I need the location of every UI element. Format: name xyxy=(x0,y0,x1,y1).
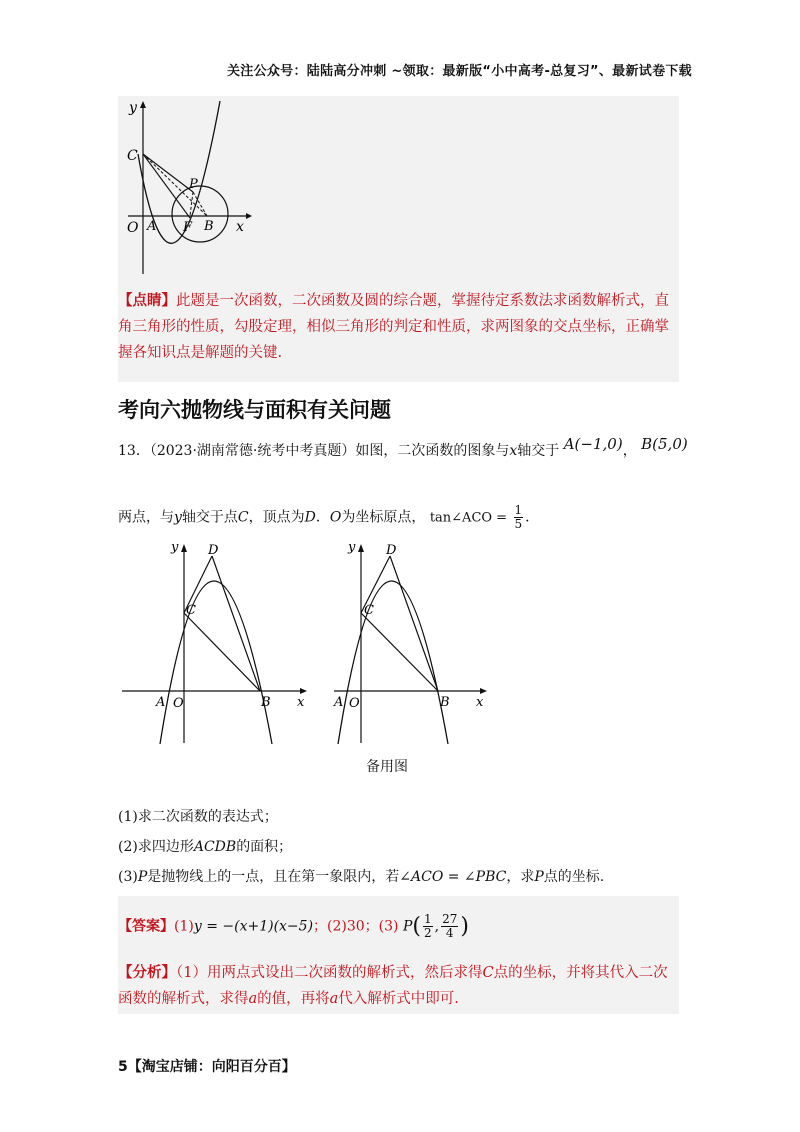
problem-line-2 xyxy=(118,504,539,531)
fraction-y-num: 27 xyxy=(442,912,458,926)
analysis-text: 的值，再将 xyxy=(257,991,330,1007)
answer-fraction-x xyxy=(423,913,433,940)
problem-source: （2023·湖南常德·统考中考真题） xyxy=(149,443,356,459)
label-C: C xyxy=(127,148,138,164)
fraction-x-num: 1 xyxy=(423,912,432,926)
analysis-text: 点的坐标，并将其代入二次函数的解析式，求得 xyxy=(118,965,668,1007)
parabola xyxy=(338,581,448,744)
question-1: (1)求二次函数的表达式； xyxy=(118,809,278,825)
figure-main xyxy=(118,538,318,752)
x-axis-arrow xyxy=(480,688,487,694)
label-O: O xyxy=(173,696,184,711)
label-x: x xyxy=(476,695,484,710)
problem-text: 轴交于点 xyxy=(181,509,238,526)
figure-spare xyxy=(330,538,530,752)
tan-expression: tan∠ACO = xyxy=(429,510,508,526)
answer-P: P xyxy=(402,918,413,935)
problem-text: 轴交于 xyxy=(517,443,560,459)
label-O: O xyxy=(127,220,139,236)
var-P: P xyxy=(137,869,148,885)
var-x: x xyxy=(509,443,518,459)
tan-numerator: 1 xyxy=(514,503,523,517)
spare-figure-caption: 备用图 xyxy=(366,759,408,775)
segment-DB xyxy=(390,556,438,691)
tan-fraction xyxy=(514,504,524,531)
label-B: B xyxy=(204,219,214,234)
label-A: A xyxy=(147,219,157,234)
section-title: 考向六抛物线与面积有关问题 xyxy=(118,398,391,422)
label-y: y xyxy=(171,540,179,555)
point-B: B(5,0) xyxy=(641,435,688,453)
top-figure xyxy=(118,96,308,281)
var-P: P xyxy=(534,869,544,885)
label-C: C xyxy=(186,603,196,618)
problem-number: 13． xyxy=(118,443,150,459)
var-C: C xyxy=(237,509,249,526)
analysis-text: （1）用两点式设出二次函数的解析式，然后求得 xyxy=(176,965,483,981)
question-2 xyxy=(118,836,292,856)
problem-text: ，顶点为 xyxy=(248,509,305,526)
analysis-tag: 【分析】 xyxy=(118,964,176,981)
question-2-text: 的面积； xyxy=(236,839,293,855)
label-y: y xyxy=(129,100,137,116)
fraction-x-den: 2 xyxy=(423,926,432,940)
problem-text: ． xyxy=(315,509,330,526)
problem-text: 两点，与 xyxy=(118,509,174,526)
problem-line-1 xyxy=(118,435,688,460)
y-axis-arrow xyxy=(358,544,364,552)
paren-open: ( xyxy=(412,914,421,939)
review-tag: 【点睛】 xyxy=(118,292,176,309)
label-x: x xyxy=(236,219,244,235)
y-axis-arrow xyxy=(140,101,146,108)
page-header: 关注公众号：陆陆高分冲刺 ~领取：最新版“小中高考-总复习”、最新试卷下载 xyxy=(226,64,692,79)
circle xyxy=(172,186,228,242)
question-3-text: 点的坐标. xyxy=(543,869,605,885)
segment-CB xyxy=(184,613,260,691)
label-O: O xyxy=(349,696,360,711)
label-B: B xyxy=(440,695,450,710)
x-axis-arrow xyxy=(246,213,252,219)
problem-text: 为坐标原点， xyxy=(341,509,426,526)
var-a: a xyxy=(248,991,258,1007)
segment-DB xyxy=(212,556,260,691)
label-C: C xyxy=(364,603,374,618)
var-D: D xyxy=(304,509,316,526)
x-axis-arrow xyxy=(300,688,307,694)
comma: , xyxy=(434,918,440,935)
period: ． xyxy=(525,509,540,526)
y-axis-arrow xyxy=(181,544,187,552)
line-CP xyxy=(143,154,193,192)
angle-condition: ∠ACO = ∠PBC xyxy=(399,869,507,885)
review-paragraph xyxy=(118,288,679,366)
analysis-text: 代入解析式中即可. xyxy=(338,991,459,1007)
question-3-text: ，求 xyxy=(506,869,535,885)
question-2-text: (2)求四边形 xyxy=(118,839,194,855)
quadrilateral-ACDB: ACDB xyxy=(193,839,237,855)
paren-close: ) xyxy=(460,914,469,939)
question-3 xyxy=(118,866,604,886)
answer-part: ；(2)30；(3) xyxy=(313,918,399,935)
label-x: x xyxy=(297,695,305,710)
label-P: P xyxy=(189,177,198,192)
tan-denominator: 5 xyxy=(514,517,523,531)
label-F: F xyxy=(183,220,193,235)
analysis-paragraph xyxy=(118,960,679,1012)
comma: ， xyxy=(622,443,637,459)
label-B: B xyxy=(261,695,271,710)
segment-CB xyxy=(361,613,438,691)
var-C: C xyxy=(482,965,494,981)
label-D: D xyxy=(386,543,397,558)
label-A: A xyxy=(334,695,344,710)
question-3-text: 是抛物线上的一点，且在第一象限内，若 xyxy=(147,869,400,885)
answer-line xyxy=(118,913,469,940)
var-O: O xyxy=(329,509,342,526)
label-y: y xyxy=(348,540,356,555)
point-A: A(−1,0) xyxy=(563,435,623,453)
answer-expression: y = −(x+1)(x−5) xyxy=(193,918,314,935)
answer-tag: 【答案】 xyxy=(118,918,174,935)
question-3-text: (3) xyxy=(118,869,138,885)
parabola xyxy=(160,581,272,744)
var-a: a xyxy=(329,991,339,1007)
answer-fraction-y xyxy=(441,913,458,940)
page-footer: 5【淘宝店铺：向阳百分百】 xyxy=(118,1059,296,1075)
var-y: y xyxy=(174,509,182,526)
review-text: 此题是一次函数，二次函数及圆的综合题，掌握待定系数法求函数解析式，直角三角形的性质，勾股定理，相似三角形的判定和性质，求两图象的交点坐标，正确掌握各知识点是解题的关键. xyxy=(118,293,669,361)
problem-text: 如图，二次函数的图象与 xyxy=(355,443,510,459)
label-A: A xyxy=(156,695,166,710)
fraction-y-den: 4 xyxy=(445,926,454,940)
label-D: D xyxy=(208,543,219,558)
answer-part: (1) xyxy=(174,918,194,935)
